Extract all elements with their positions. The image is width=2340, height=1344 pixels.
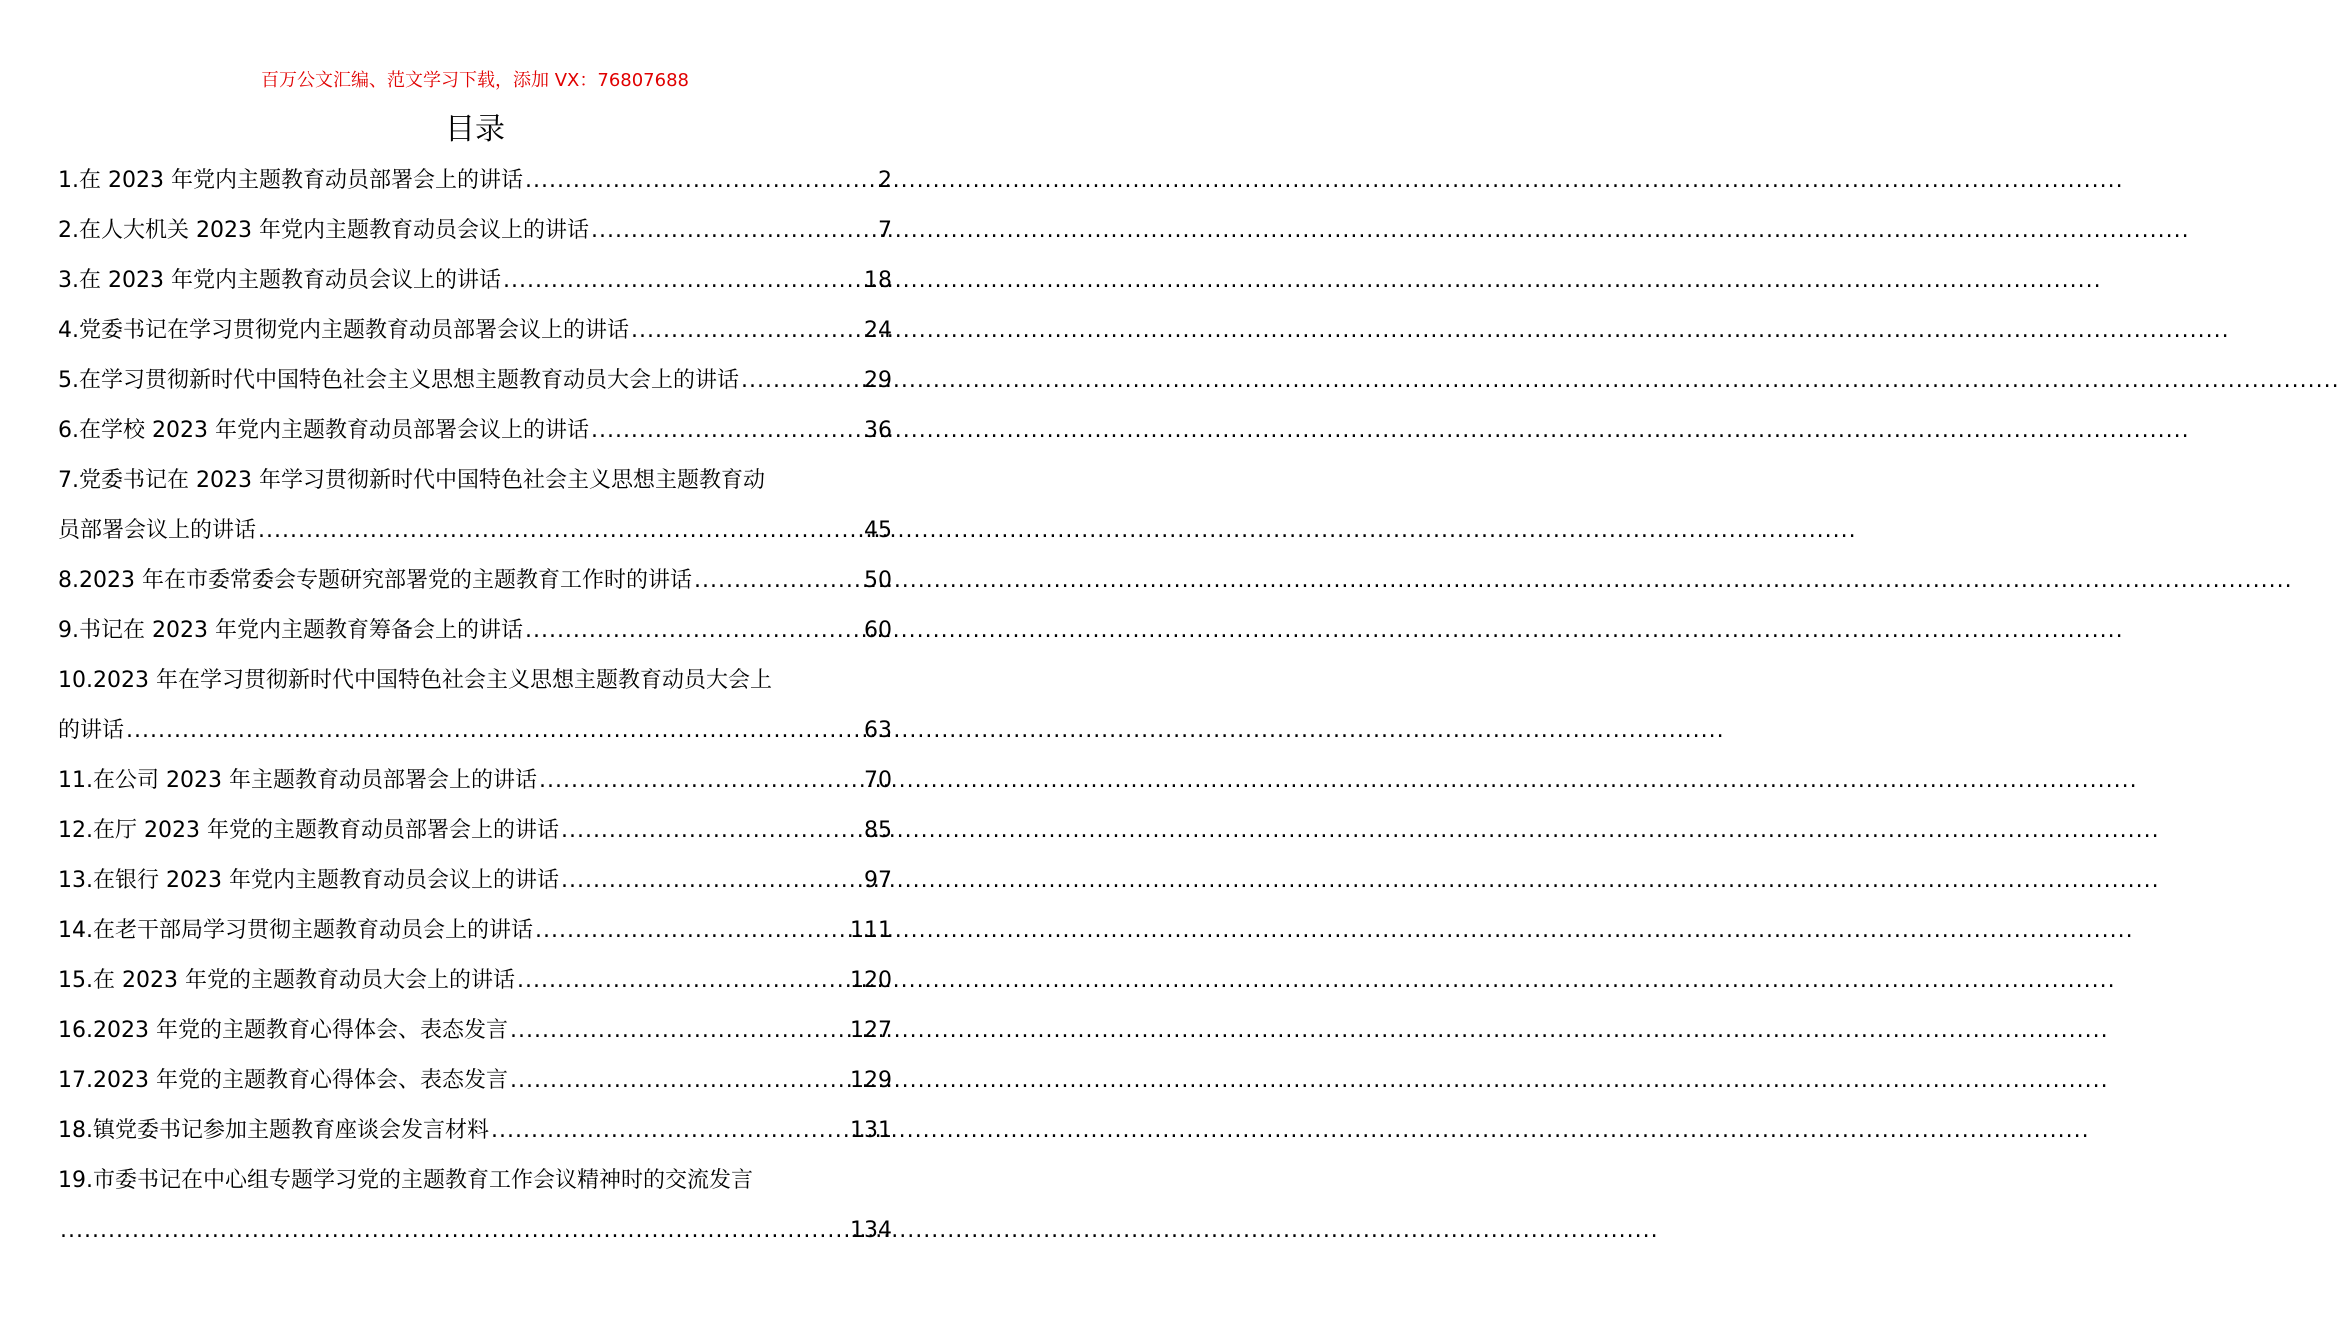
- toc-entry-title: 16.2023 年党的主题教育心得体会、表态发言: [58, 1018, 508, 1043]
- toc-page-number: 129: [850, 1068, 892, 1093]
- toc-entry[interactable]: [58, 356, 892, 406]
- toc-entry[interactable]: [58, 206, 892, 256]
- toc-entry[interactable]: [58, 256, 892, 306]
- toc-entry[interactable]: [58, 756, 892, 806]
- dot-leader: [525, 156, 876, 206]
- dot-leader: [60, 1206, 848, 1256]
- toc-entry-title: 7.党委书记在 2023 年学习贯彻新时代中国特色社会主义思想主题教育动: [58, 468, 765, 493]
- toc-entry-title: 15.在 2023 年党的主题教育动员大会上的讲话: [58, 968, 515, 993]
- toc-entry-line[interactable]: [58, 1156, 892, 1206]
- toc-page-number: 70: [864, 768, 892, 793]
- toc-entry[interactable]: [58, 806, 892, 856]
- toc-entry[interactable]: [58, 1106, 892, 1156]
- toc-title: 目录: [445, 112, 505, 147]
- dot-leader: [510, 1056, 848, 1106]
- toc-entry[interactable]: [58, 706, 892, 756]
- toc-page-number: 29: [864, 368, 892, 393]
- dot-leader: [510, 1006, 848, 1056]
- toc-page-number: 97: [864, 868, 892, 893]
- toc-entry[interactable]: [58, 956, 892, 1006]
- toc-entry-title: 8.2023 年在市委常委会专题研究部署党的主题教育工作时的讲话: [58, 568, 692, 593]
- toc-page-number: 111: [850, 918, 892, 943]
- toc-page-number: 134: [850, 1218, 892, 1243]
- toc-entry[interactable]: [58, 306, 892, 356]
- toc-page-number: 45: [864, 518, 892, 543]
- dot-leader: [535, 906, 848, 956]
- toc-page-number: 50: [864, 568, 892, 593]
- toc-entry-title: 10.2023 年在学习贯彻新时代中国特色社会主义思想主题教育动员大会上: [58, 668, 772, 693]
- toc-entry-title: 17.2023 年党的主题教育心得体会、表态发言: [58, 1068, 508, 1093]
- toc-entry-title: 13.在银行 2023 年党内主题教育动员会议上的讲话: [58, 868, 559, 893]
- dot-leader: [525, 606, 862, 656]
- toc-entry-title: 1.在 2023 年党内主题教育动员部署会上的讲话: [58, 168, 523, 193]
- toc-entry-title: 11.在公司 2023 年主题教育动员部署会上的讲话: [58, 768, 537, 793]
- toc-page-number: 120: [850, 968, 892, 993]
- toc-entry-title: 4.党委书记在学习贯彻党内主题教育动员部署会议上的讲话: [58, 318, 629, 343]
- dot-leader: [503, 256, 862, 306]
- toc-entry[interactable]: [58, 506, 892, 556]
- toc-entry-title: 的讲话: [58, 718, 125, 743]
- toc-page-number: 36: [864, 418, 892, 443]
- toc-page-number: 127: [850, 1018, 892, 1043]
- toc-entry-title: 3.在 2023 年党内主题教育动员会议上的讲话: [58, 268, 501, 293]
- dot-leader: [591, 206, 876, 256]
- toc-entry-title: 9.书记在 2023 年党内主题教育筹备会上的讲话: [58, 618, 523, 643]
- toc-entry[interactable]: [58, 1006, 892, 1056]
- toc-entry-title: 员部署会议上的讲话: [58, 518, 257, 543]
- toc-entry[interactable]: [58, 156, 892, 206]
- toc-entry-line[interactable]: [58, 656, 892, 706]
- toc-page-number: 85: [864, 818, 892, 843]
- toc-page-number: 131: [850, 1118, 892, 1143]
- toc-entry[interactable]: [58, 606, 892, 656]
- toc-entry-title: 2.在人大机关 2023 年党内主题教育动员会议上的讲话: [58, 218, 589, 243]
- dot-leader: [126, 706, 862, 756]
- toc-page-number: 2: [878, 168, 892, 193]
- toc-entry[interactable]: [58, 406, 892, 456]
- dot-leader: [631, 306, 862, 356]
- table-of-contents: [58, 156, 892, 1256]
- toc-page-number: 60: [864, 618, 892, 643]
- dot-leader: [591, 406, 862, 456]
- dot-leader: [694, 556, 862, 606]
- toc-entry[interactable]: [58, 856, 892, 906]
- toc-entry-title: 19.市委书记在中心组专题学习党的主题教育工作会议精神时的交流发言: [58, 1168, 753, 1193]
- dot-leader: [517, 956, 848, 1006]
- toc-entry[interactable]: [58, 556, 892, 606]
- header-watermark-note: 百万公文汇编、范文学习下载，添加 VX：76807688: [261, 70, 689, 91]
- toc-entry[interactable]: [58, 906, 892, 956]
- dot-leader: [561, 806, 862, 856]
- toc-entry-line[interactable]: [58, 456, 892, 506]
- toc-page-number: 63: [864, 718, 892, 743]
- dot-leader: [561, 856, 862, 906]
- toc-page-number: 7: [878, 218, 892, 243]
- toc-entry-title: 6.在学校 2023 年党内主题教育动员部署会议上的讲话: [58, 418, 589, 443]
- toc-entry-title: 5.在学习贯彻新时代中国特色社会主义思想主题教育动员大会上的讲话: [58, 368, 739, 393]
- toc-entry[interactable]: [58, 1206, 892, 1256]
- toc-entry-title: 12.在厅 2023 年党的主题教育动员部署会上的讲话: [58, 818, 559, 843]
- dot-leader: [491, 1106, 848, 1156]
- toc-entry[interactable]: [58, 1056, 892, 1106]
- toc-entry-title: 14.在老干部局学习贯彻主题教育动员会上的讲话: [58, 918, 533, 943]
- dot-leader: [741, 356, 862, 406]
- toc-page-number: 18: [864, 268, 892, 293]
- toc-entry-title: 18.镇党委书记参加主题教育座谈会发言材料: [58, 1118, 489, 1143]
- dot-leader: [539, 756, 862, 806]
- toc-page-number: 24: [864, 318, 892, 343]
- dot-leader: [258, 506, 862, 556]
